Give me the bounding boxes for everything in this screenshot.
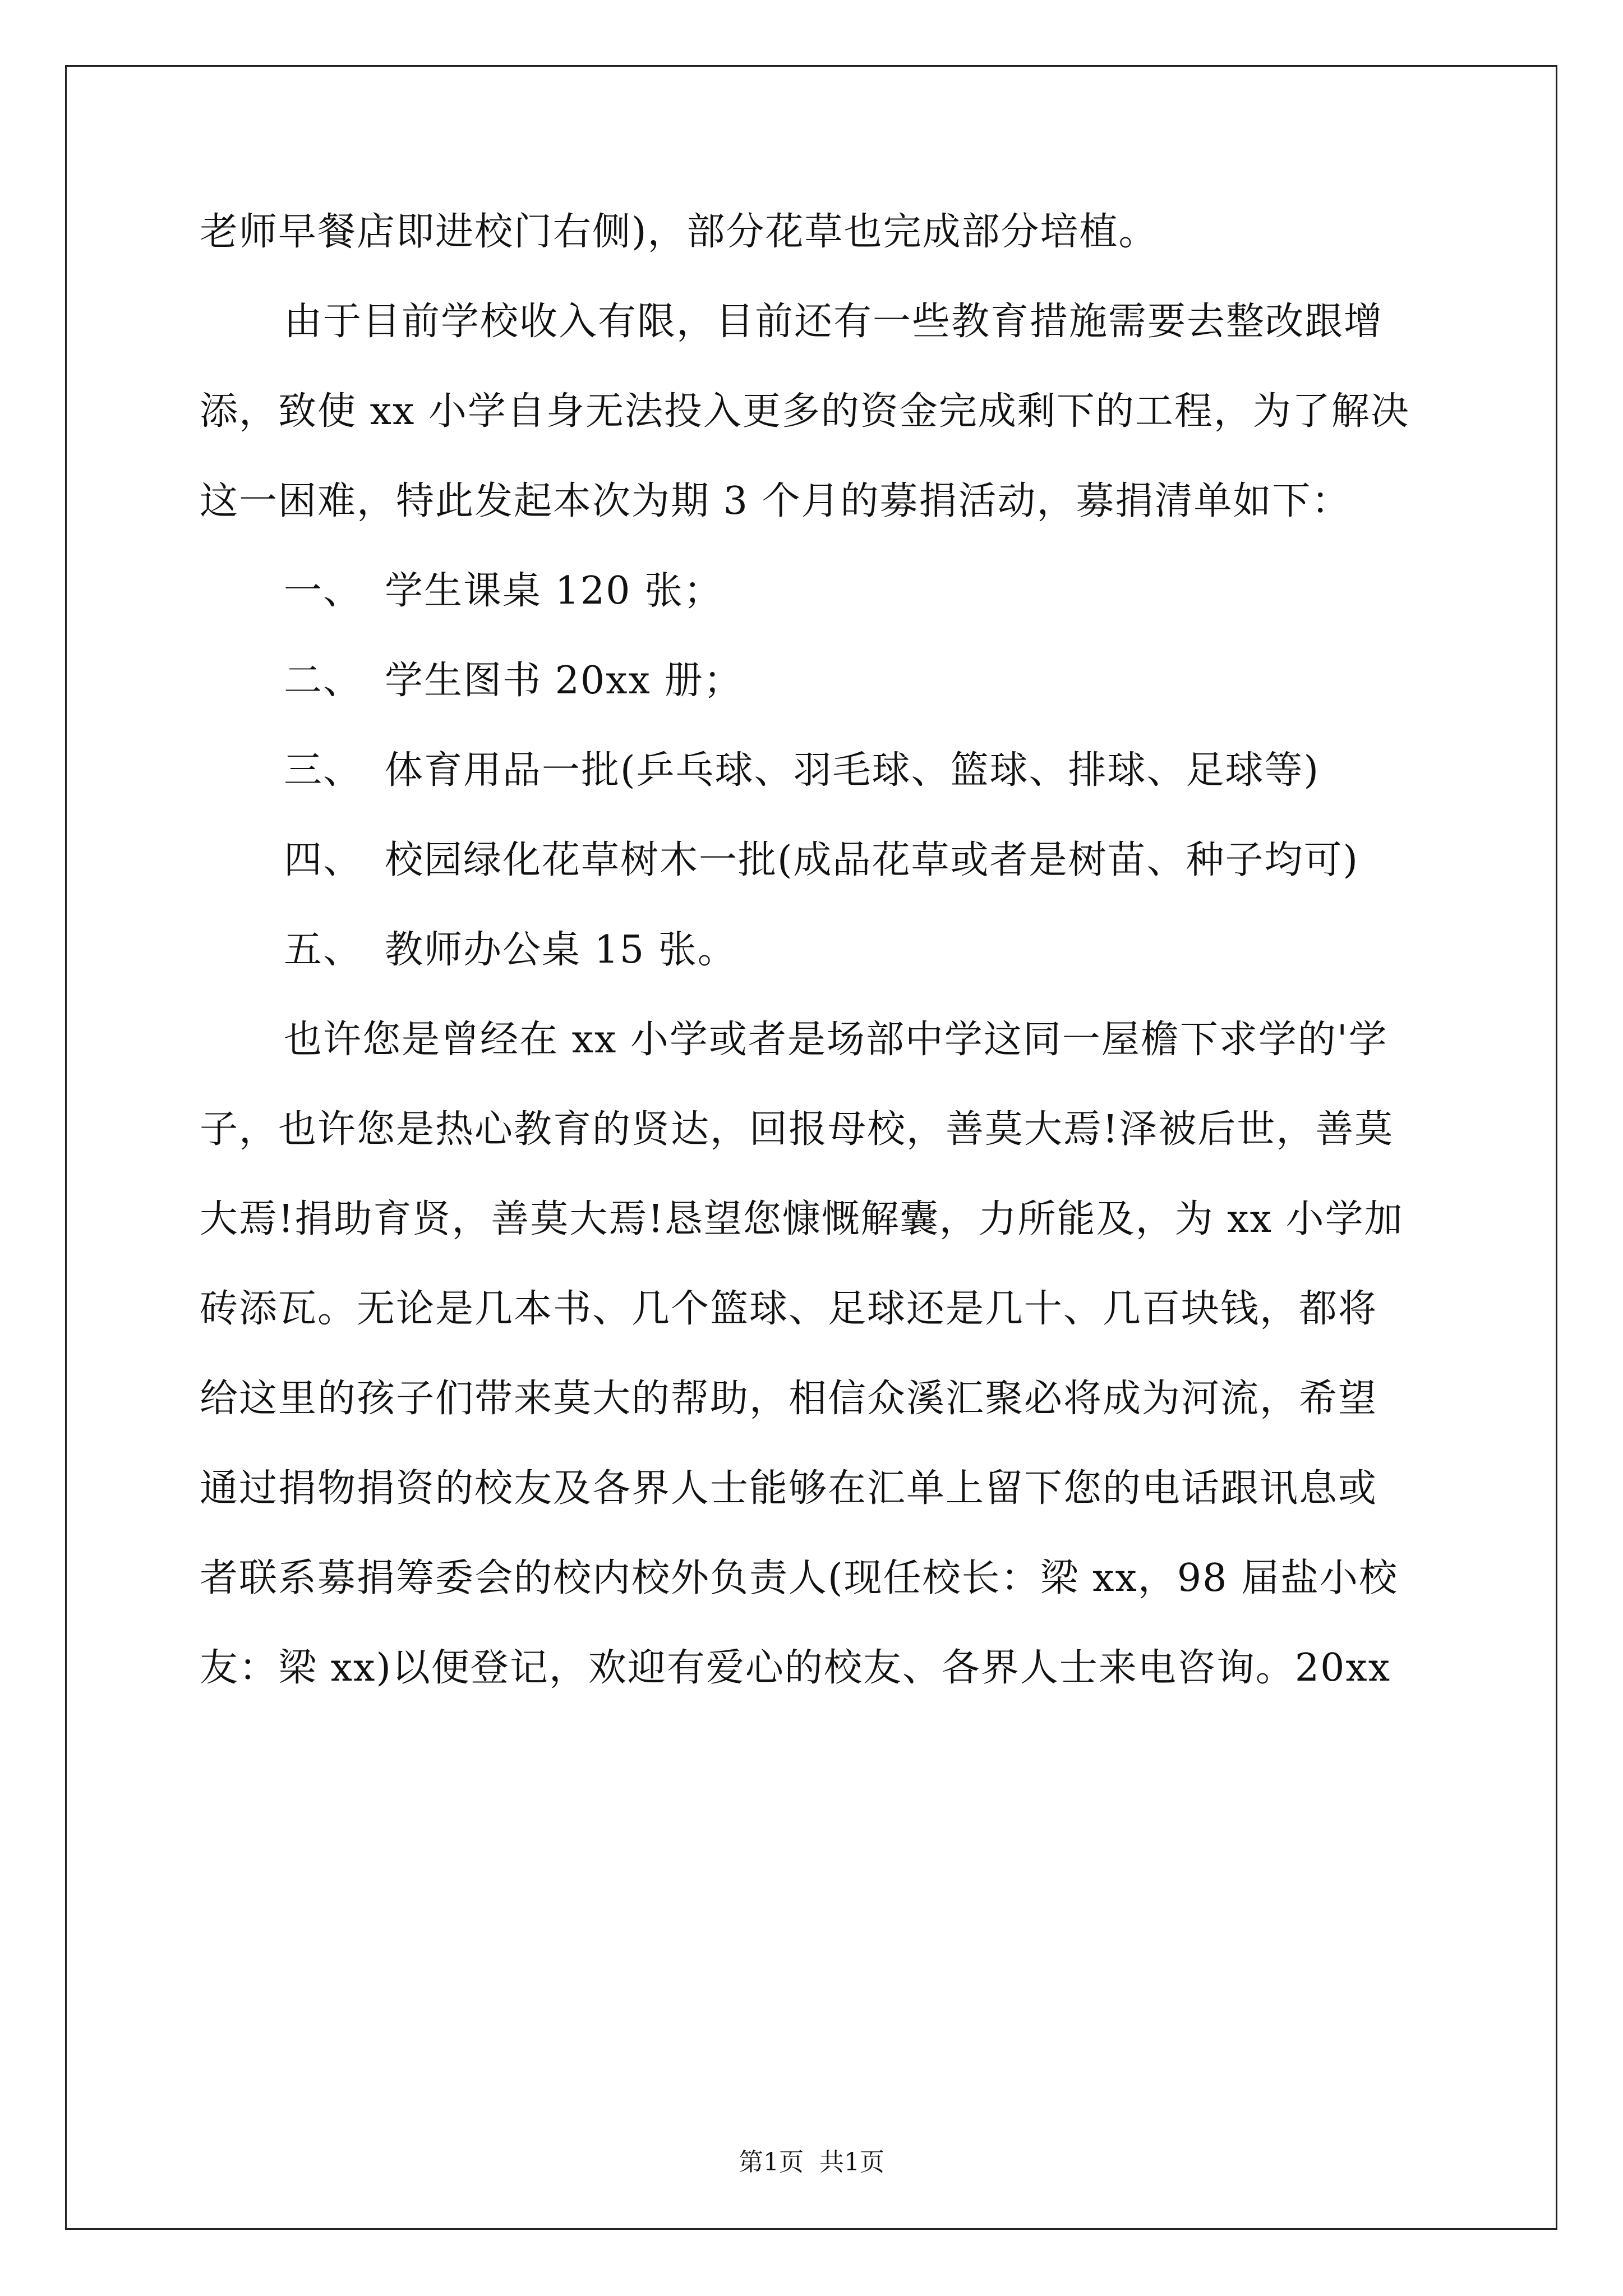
page-total: 共1页 bbox=[819, 2148, 884, 2177]
list-item-number: 三、 bbox=[284, 748, 363, 793]
paragraph-line: 这一困难，特此发起本次为期 3 个月的募捐活动，募捐清单如下： bbox=[200, 479, 1351, 523]
paragraph-line: 由于目前学校收入有限，目前还有一些教育措施需要去整改跟增 bbox=[284, 300, 1384, 344]
page-footer bbox=[0, 2147, 1623, 2178]
list-item-text: 学生图书 20xx 册； bbox=[385, 659, 743, 703]
list-item-text: 校园绿化花草树木一批(成品花草或者是树苗、种子均可) bbox=[385, 838, 1359, 882]
list-item-number: 四、 bbox=[284, 838, 363, 882]
paragraph-line: 者联系募捐筹委会的校内校外负责人(现任校长：梁 xx，98 届盐小校 bbox=[200, 1556, 1398, 1600]
paragraph-line: 友：梁 xx)以便登记，欢迎有爱心的校友、各界人士来电咨询。20xx bbox=[200, 1646, 1391, 1690]
paragraph-line: 通过捐物捐资的校友及各界人士能够在汇单上留下您的电话跟讯息或 bbox=[200, 1466, 1378, 1511]
list-item bbox=[284, 928, 737, 973]
list-item-text: 体育用品一批(乒乓球、羽毛球、篮球、排球、足球等) bbox=[385, 748, 1320, 793]
paragraph-line: 给这里的孩子们带来莫大的帮助，相信众溪汇聚必将成为河流，希望 bbox=[200, 1377, 1378, 1421]
list-item bbox=[284, 748, 1320, 793]
page-number: 第1页 bbox=[739, 2148, 804, 2177]
paragraph-line: 砖添瓦。无论是几本书、几个篮球、足球还是几十、几百块钱，都将 bbox=[200, 1287, 1378, 1331]
paragraph-line: 也许您是曾经在 xx 小学或者是场部中学这同一屋檐下求学的'学 bbox=[284, 1018, 1388, 1062]
list-item-number: 二、 bbox=[284, 659, 363, 703]
list-item bbox=[284, 659, 743, 703]
list-item-number: 一、 bbox=[284, 569, 363, 613]
list-item-text: 学生课桌 120 张； bbox=[385, 569, 723, 613]
list-item bbox=[284, 569, 723, 614]
list-item bbox=[284, 838, 1359, 883]
paragraph-line: 添，致使 xx 小学自身无法投入更多的资金完成剩下的工程，为了解决 bbox=[200, 389, 1410, 434]
list-item-number: 五、 bbox=[284, 928, 363, 972]
list-item-text: 教师办公桌 15 张。 bbox=[385, 928, 737, 972]
paragraph-line: 大焉!捐助育贤，善莫大焉!恳望您慷慨解囊，力所能及，为 xx 小学加 bbox=[200, 1197, 1404, 1241]
paragraph-line: 子，也许您是热心教育的贤达，回报母校，善莫大焉!泽被后世，善莫 bbox=[200, 1107, 1394, 1152]
paragraph-line: 老师早餐店即进校门右侧)，部分花草也完成部分培植。 bbox=[200, 210, 1158, 254]
